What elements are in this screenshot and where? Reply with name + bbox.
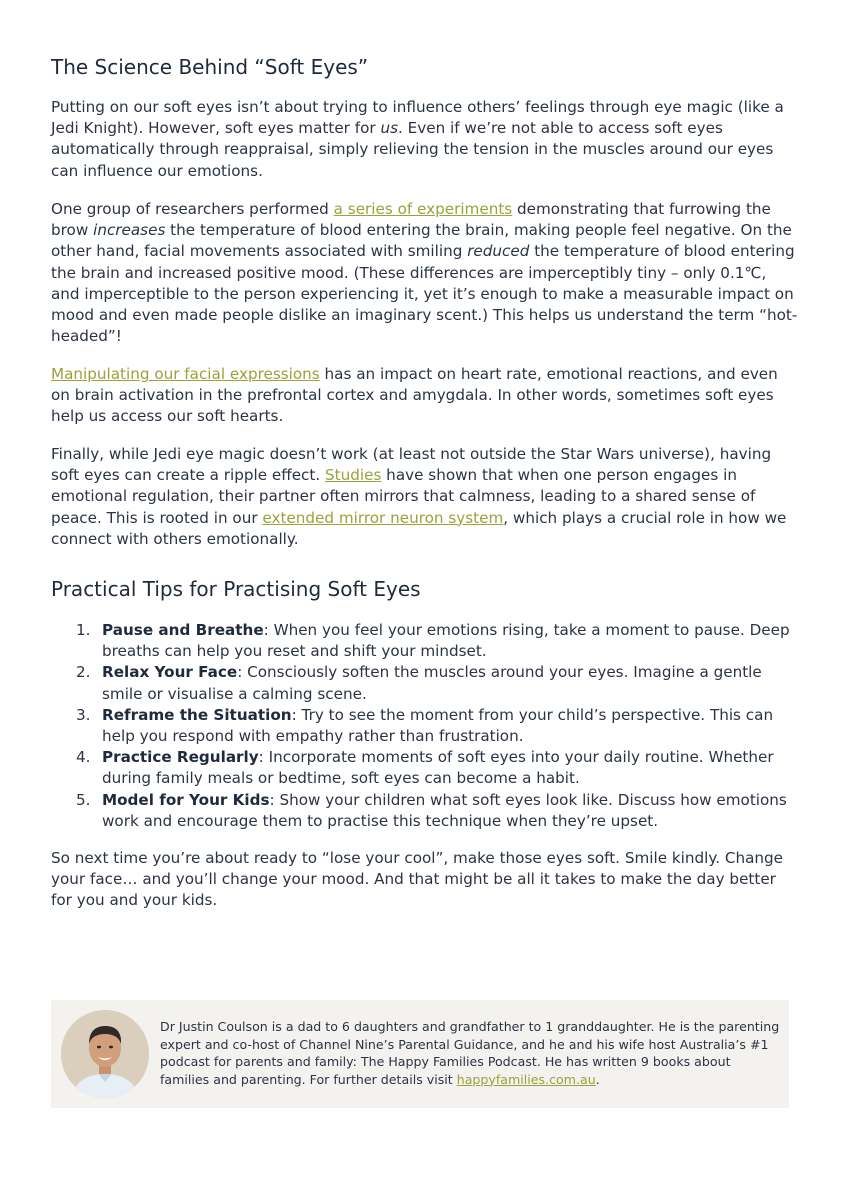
tip-title: Model for Your Kids xyxy=(102,790,270,809)
list-number: 2. xyxy=(76,663,91,682)
text-span: . xyxy=(595,1071,600,1087)
tip-title: Pause and Breathe xyxy=(102,621,264,639)
list-number: 5. xyxy=(76,790,91,809)
tip-title: Relax Your Face xyxy=(102,663,238,682)
tip-title: Reframe the Situation xyxy=(102,705,292,724)
emphasis-us: us xyxy=(380,119,398,138)
author-bio-text xyxy=(160,1018,780,1088)
list-number: 3. xyxy=(76,705,91,724)
emphasis-reduced: reduced xyxy=(467,242,530,261)
text-span: the temperature of blood entering the brain and increased positive mood. (These differences are imperceptibly tiny – only 0.1℃, and imperceptible to the person experiencing it, yet it’s enough to make a measurable impact on mood and even made people dislike an imaginary scent.) This helps us understand the term “hot-headed”! xyxy=(51,242,798,346)
tip-text: : Incorporate moments of soft eyes into your daily routine. Whether during family meals or bedtime, soft eyes can become a habit. xyxy=(102,748,774,788)
paragraph-closing: So next time you’re about ready to “lose your cool”, make those eyes soft. Smile kindly. Change your face… and you’ll change your mood. And that might be all it takes to make the day better for you and your kids. xyxy=(51,849,784,910)
list-item xyxy=(51,790,796,832)
text-span: . Even if we’re not able to access soft eyes automatically through reappraisal, simply relieving the tension in the muscles around our eyes can influence our emotions. xyxy=(51,119,774,180)
author-photo-icon xyxy=(61,1010,149,1098)
list-number: 4. xyxy=(76,748,91,767)
link-studies[interactable]: Studies xyxy=(325,466,382,485)
section-heading-science: The Science Behind “Soft Eyes” xyxy=(51,55,369,79)
link-manipulating-facial-expressions[interactable]: Manipulating our facial expressions xyxy=(51,365,320,383)
list-item xyxy=(51,705,796,747)
tip-text: : When you feel your emotions rising, take a moment to pause. Deep breaths can help you reset and shift your mindset. xyxy=(102,621,790,661)
paragraph-soft-eyes-intro xyxy=(51,97,796,182)
tip-title: Practice Regularly xyxy=(102,748,259,767)
paragraph-facial-expressions xyxy=(51,364,796,428)
text-span: demonstrating that furrowing the brow xyxy=(51,200,771,240)
link-mirror-neuron-system[interactable]: extended mirror neuron system xyxy=(262,508,504,527)
tip-text: : Try to see the moment from your child’s perspective. This can help you respond with empathy rather than frustration. xyxy=(102,705,774,746)
text-span: Putting on our soft eyes isn’t about trying to influence others’ feelings through eye magic (like a Jedi Knight). However, soft eyes matter for xyxy=(51,98,784,138)
text-span: One group of researchers performed xyxy=(51,200,334,218)
text-span: have shown that when one person engages in emotional regulation, their partner often mirrors that calmness, leading to a shared sense of peace. This is rooted in our xyxy=(51,466,756,527)
tips-list xyxy=(51,620,796,832)
emphasis-increases: increases xyxy=(93,221,166,240)
list-item xyxy=(51,747,796,789)
tip-text: : Consciously soften the muscles around your eyes. Imagine a gentle smile or visualise a calming scene. xyxy=(102,663,762,703)
link-series-of-experiments[interactable]: a series of experiments xyxy=(333,200,513,218)
text-span: , which plays a crucial role in how we connect with others emotionally. xyxy=(51,508,787,548)
text-span: the temperature of blood entering the brain, making people feel negative. On the other hand, facial movements associated with smiling xyxy=(51,221,792,261)
author-bio-box xyxy=(51,1000,789,1108)
list-number: 1. xyxy=(76,621,91,639)
author-avatar xyxy=(61,1010,149,1098)
text-span: has an impact on heart rate, emotional reactions, and even on brain activation in the prefrontal cortex and amygdala. In other words, sometimes soft eyes help us access our soft hearts. xyxy=(51,365,778,426)
text-span: Dr Justin Coulson is a dad to 6 daughters and grandfather to 1 granddaughter. He is the parenting expert and co-host of Channel Nine’s Parental Guidance, and he and his wife host Australia’s #1 podcast for parents and family: The Happy Families Podcast. He has written 9 books about families and parenting. For further details visit xyxy=(160,1019,780,1087)
paragraph-ripple-effect xyxy=(51,444,796,550)
link-happyfamilies[interactable]: happyfamilies.com.au xyxy=(456,1071,596,1087)
text-span: Finally, while Jedi eye magic doesn’t work (at least not outside the Star Wars universe), having soft eyes can create a ripple effect. xyxy=(51,445,772,485)
list-item xyxy=(51,620,796,662)
tip-text: : Show your children what soft eyes look like. Discuss how emotions work and encourage them to practise this technique when they’re upset. xyxy=(102,790,787,830)
list-item xyxy=(51,662,796,704)
paragraph-experiments xyxy=(51,199,799,347)
section-heading-practical-tips: Practical Tips for Practising Soft Eyes xyxy=(51,577,421,601)
